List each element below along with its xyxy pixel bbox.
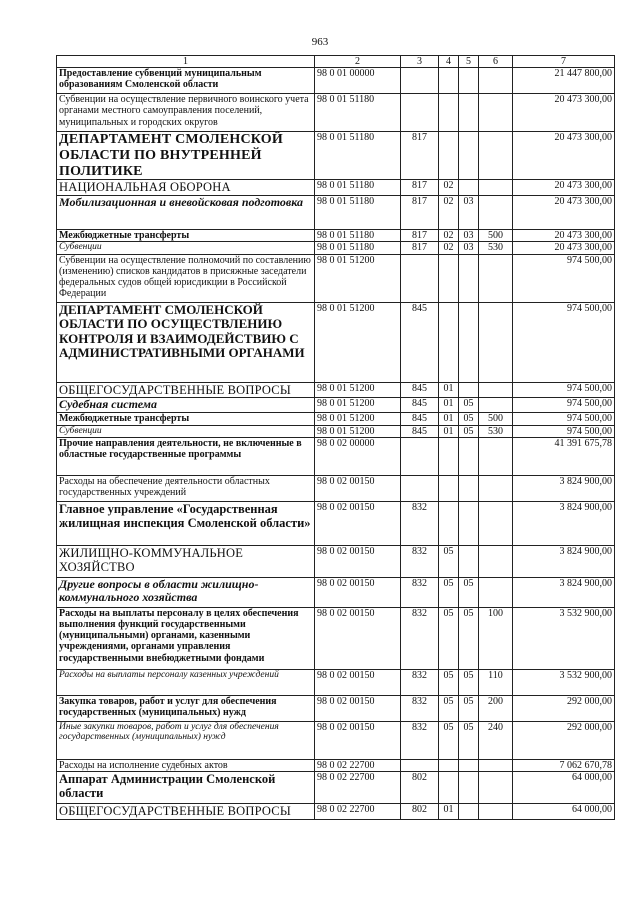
row-col6-cell xyxy=(479,545,513,577)
row-col4-cell: 05 xyxy=(439,545,459,577)
row-col6-cell xyxy=(479,771,513,803)
header-col-3: 3 xyxy=(401,56,439,68)
row-col5-cell xyxy=(459,771,479,803)
row-amount-cell: 7 062 670,78 xyxy=(513,759,615,771)
row-code-cell: 98 0 01 51180 xyxy=(315,230,401,242)
row-col3-cell xyxy=(401,94,439,132)
row-amount-cell: 974 500,00 xyxy=(513,382,615,397)
row-code-cell: 98 0 02 00150 xyxy=(315,475,401,501)
row-col5-cell: 05 xyxy=(459,577,479,607)
row-name-cell: Другие вопросы в области жилищно-коммунального хозяйства xyxy=(57,577,315,607)
row-col5-cell: 05 xyxy=(459,721,479,759)
row-code-cell: 98 0 02 00150 xyxy=(315,501,401,545)
row-amount-cell: 64 000,00 xyxy=(513,803,615,819)
row-name-cell: Межбюджетные трансферты xyxy=(57,230,315,242)
row-col6-cell xyxy=(479,577,513,607)
row-col3-cell xyxy=(401,437,439,475)
row-col4-cell xyxy=(439,501,459,545)
row-col5-cell xyxy=(459,437,479,475)
row-col4-cell xyxy=(439,132,459,180)
table-row xyxy=(57,196,615,230)
row-col6-cell xyxy=(479,382,513,397)
row-col4-cell: 01 xyxy=(439,425,459,437)
row-col5-cell: 03 xyxy=(459,230,479,242)
row-col4-cell xyxy=(439,475,459,501)
row-col3-cell xyxy=(401,759,439,771)
row-col5-cell xyxy=(459,302,479,382)
row-col6-cell: 100 xyxy=(479,607,513,669)
row-amount-cell: 20 473 300,00 xyxy=(513,132,615,180)
header-col-5: 5 xyxy=(459,56,479,68)
header-row xyxy=(57,56,615,68)
row-col5-cell xyxy=(459,94,479,132)
row-name-cell: ОБЩЕГОСУДАРСТВЕННЫЕ ВОПРОСЫ xyxy=(57,382,315,397)
row-amount-cell: 292 000,00 xyxy=(513,695,615,721)
row-col6-cell: 530 xyxy=(479,242,513,254)
table-row xyxy=(57,242,615,254)
row-col6-cell xyxy=(479,397,513,412)
table-row xyxy=(57,382,615,397)
row-amount-cell: 974 500,00 xyxy=(513,397,615,412)
row-code-cell: 98 0 01 51200 xyxy=(315,412,401,425)
row-code-cell: 98 0 02 00150 xyxy=(315,545,401,577)
row-amount-cell: 3 824 900,00 xyxy=(513,475,615,501)
row-col6-cell xyxy=(479,501,513,545)
table-row xyxy=(57,577,615,607)
row-col3-cell: 817 xyxy=(401,196,439,230)
table-row xyxy=(57,695,615,721)
row-amount-cell: 41 391 675,78 xyxy=(513,437,615,475)
row-code-cell: 98 0 01 51180 xyxy=(315,132,401,180)
row-name-cell: ОБЩЕГОСУДАРСТВЕННЫЕ ВОПРОСЫ xyxy=(57,803,315,819)
table-row xyxy=(57,180,615,196)
page-number: 963 xyxy=(311,36,329,48)
row-col4-cell: 05 xyxy=(439,577,459,607)
row-code-cell: 98 0 01 51200 xyxy=(315,302,401,382)
row-col4-cell xyxy=(439,759,459,771)
row-name-cell: Расходы на выплаты персоналу в целях обеспечения выполнения функций государственными (муниципальными) органами, казенными учреждениями, органами управления государственными внебюджетными фондами xyxy=(57,607,315,669)
row-col4-cell xyxy=(439,254,459,302)
row-amount-cell: 3 532 900,00 xyxy=(513,669,615,695)
row-col3-cell: 845 xyxy=(401,302,439,382)
row-col5-cell xyxy=(459,759,479,771)
table-row xyxy=(57,397,615,412)
row-col5-cell xyxy=(459,501,479,545)
row-col4-cell: 05 xyxy=(439,669,459,695)
row-amount-cell: 20 473 300,00 xyxy=(513,242,615,254)
table-row xyxy=(57,254,615,302)
row-col6-cell: 200 xyxy=(479,695,513,721)
row-col5-cell: 05 xyxy=(459,669,479,695)
row-amount-cell: 20 473 300,00 xyxy=(513,230,615,242)
row-col6-cell xyxy=(479,94,513,132)
header-col-1: 1 xyxy=(57,56,315,68)
table-row xyxy=(57,412,615,425)
row-name-cell: Аппарат Администрации Смоленской области xyxy=(57,771,315,803)
row-col6-cell xyxy=(479,180,513,196)
row-col5-cell xyxy=(459,180,479,196)
row-code-cell: 98 0 02 00000 xyxy=(315,437,401,475)
row-col6-cell xyxy=(479,759,513,771)
row-col6-cell xyxy=(479,803,513,819)
table-row xyxy=(57,437,615,475)
row-col5-cell xyxy=(459,132,479,180)
row-col3-cell: 802 xyxy=(401,803,439,819)
row-name-cell: Предоставление субвенций муниципальным образованиям Смоленской области xyxy=(57,68,315,94)
row-col4-cell xyxy=(439,771,459,803)
row-code-cell: 98 0 02 00150 xyxy=(315,721,401,759)
row-code-cell: 98 0 01 51200 xyxy=(315,397,401,412)
row-col3-cell xyxy=(401,68,439,94)
row-col5-cell: 05 xyxy=(459,695,479,721)
table-row xyxy=(57,607,615,669)
row-amount-cell: 3 824 900,00 xyxy=(513,501,615,545)
row-col6-cell xyxy=(479,196,513,230)
row-name-cell: Расходы на исполнение судебных актов xyxy=(57,759,315,771)
row-col6-cell: 110 xyxy=(479,669,513,695)
row-col3-cell: 817 xyxy=(401,180,439,196)
table-row xyxy=(57,759,615,771)
table-row xyxy=(57,803,615,819)
row-name-cell: Расходы на выплаты персоналу казенных учреждений xyxy=(57,669,315,695)
row-col3-cell: 832 xyxy=(401,669,439,695)
row-col4-cell xyxy=(439,68,459,94)
row-col4-cell: 01 xyxy=(439,412,459,425)
row-col4-cell xyxy=(439,94,459,132)
row-col5-cell xyxy=(459,382,479,397)
row-code-cell: 98 0 02 00150 xyxy=(315,577,401,607)
row-col4-cell: 05 xyxy=(439,607,459,669)
row-col4-cell: 05 xyxy=(439,695,459,721)
row-col3-cell: 832 xyxy=(401,721,439,759)
row-name-cell: ДЕПАРТАМЕНТ СМОЛЕНСКОЙ ОБЛАСТИ ПО ОСУЩЕСТВЛЕНИЮ КОНТРОЛЯ И ВЗАИМОДЕЙСТВИЮ С АДМИНИСТРАТИВНЫМИ ОРГАНАМИ xyxy=(57,302,315,382)
row-name-cell: Мобилизационная и вневойсковая подготовка xyxy=(57,196,315,230)
row-col3-cell: 802 xyxy=(401,771,439,803)
row-col5-cell: 05 xyxy=(459,607,479,669)
row-col3-cell: 845 xyxy=(401,397,439,412)
row-col3-cell: 832 xyxy=(401,501,439,545)
header-col-2: 2 xyxy=(315,56,401,68)
row-col6-cell xyxy=(479,475,513,501)
row-amount-cell: 20 473 300,00 xyxy=(513,94,615,132)
row-col3-cell: 817 xyxy=(401,132,439,180)
row-col6-cell: 500 xyxy=(479,230,513,242)
row-code-cell: 98 0 01 51180 xyxy=(315,94,401,132)
table-row xyxy=(57,68,615,94)
row-col5-cell: 03 xyxy=(459,196,479,230)
table-row xyxy=(57,669,615,695)
table-row xyxy=(57,132,615,180)
row-code-cell: 98 0 02 22700 xyxy=(315,803,401,819)
row-col3-cell: 832 xyxy=(401,695,439,721)
row-amount-cell: 3 824 900,00 xyxy=(513,545,615,577)
row-col4-cell: 01 xyxy=(439,397,459,412)
row-name-cell: Иные закупки товаров, работ и услуг для обеспечения государственных (муниципальных) нужд xyxy=(57,721,315,759)
row-col3-cell: 832 xyxy=(401,545,439,577)
row-col4-cell: 02 xyxy=(439,230,459,242)
row-amount-cell: 292 000,00 xyxy=(513,721,615,759)
row-col5-cell xyxy=(459,68,479,94)
header-col-4: 4 xyxy=(439,56,459,68)
budget-table xyxy=(56,55,615,820)
row-col4-cell xyxy=(439,437,459,475)
row-col5-cell xyxy=(459,803,479,819)
row-col4-cell: 05 xyxy=(439,721,459,759)
row-col6-cell xyxy=(479,132,513,180)
row-code-cell: 98 0 01 51180 xyxy=(315,196,401,230)
table-row xyxy=(57,721,615,759)
row-code-cell: 98 0 02 00150 xyxy=(315,669,401,695)
row-code-cell: 98 0 01 51200 xyxy=(315,382,401,397)
row-col6-cell: 530 xyxy=(479,425,513,437)
row-amount-cell: 20 473 300,00 xyxy=(513,180,615,196)
row-amount-cell: 974 500,00 xyxy=(513,254,615,302)
row-code-cell: 98 0 02 22700 xyxy=(315,759,401,771)
row-name-cell: Межбюджетные трансферты xyxy=(57,412,315,425)
row-col6-cell: 240 xyxy=(479,721,513,759)
row-amount-cell: 3 824 900,00 xyxy=(513,577,615,607)
row-code-cell: 98 0 02 22700 xyxy=(315,771,401,803)
row-amount-cell: 21 447 800,00 xyxy=(513,68,615,94)
row-col4-cell: 01 xyxy=(439,382,459,397)
row-amount-cell: 64 000,00 xyxy=(513,771,615,803)
row-code-cell: 98 0 01 00000 xyxy=(315,68,401,94)
row-name-cell: Прочие направления деятельности, не включенные в областные государственные программы xyxy=(57,437,315,475)
row-col6-cell: 500 xyxy=(479,412,513,425)
row-name-cell: Субвенции xyxy=(57,425,315,437)
row-code-cell: 98 0 01 51180 xyxy=(315,180,401,196)
table-row xyxy=(57,425,615,437)
table-row xyxy=(57,475,615,501)
row-amount-cell: 974 500,00 xyxy=(513,412,615,425)
table-row xyxy=(57,230,615,242)
row-name-cell: Закупка товаров, работ и услуг для обеспечения государственных (муниципальных) нужд xyxy=(57,695,315,721)
row-name-cell: Главное управление «Государственная жилищная инспекция Смоленской области» xyxy=(57,501,315,545)
row-name-cell: Субвенции на осуществление полномочий по составлению (изменению) списков кандидатов в присяжные заседатели федеральных судов общей юрисдикции в Российской Федерации xyxy=(57,254,315,302)
row-col3-cell xyxy=(401,254,439,302)
table-row xyxy=(57,545,615,577)
row-amount-cell: 20 473 300,00 xyxy=(513,196,615,230)
row-col5-cell xyxy=(459,254,479,302)
row-code-cell: 98 0 01 51180 xyxy=(315,242,401,254)
row-amount-cell: 974 500,00 xyxy=(513,425,615,437)
row-name-cell: Субвенции на осуществление первичного воинского учета органами местного самоуправления поселений, муниципальных и городских округов xyxy=(57,94,315,132)
row-name-cell: Судебная система xyxy=(57,397,315,412)
row-col5-cell xyxy=(459,475,479,501)
table-row xyxy=(57,302,615,382)
row-col3-cell: 817 xyxy=(401,242,439,254)
row-col3-cell: 845 xyxy=(401,412,439,425)
row-code-cell: 98 0 01 51200 xyxy=(315,254,401,302)
row-col5-cell: 05 xyxy=(459,425,479,437)
row-col6-cell xyxy=(479,254,513,302)
row-col6-cell xyxy=(479,302,513,382)
row-col4-cell xyxy=(439,302,459,382)
row-name-cell: НАЦИОНАЛЬНАЯ ОБОРОНА xyxy=(57,180,315,196)
row-col4-cell: 02 xyxy=(439,242,459,254)
row-col4-cell: 01 xyxy=(439,803,459,819)
table-row xyxy=(57,501,615,545)
row-col3-cell: 832 xyxy=(401,577,439,607)
row-col5-cell: 03 xyxy=(459,242,479,254)
row-col3-cell: 845 xyxy=(401,382,439,397)
row-col5-cell: 05 xyxy=(459,412,479,425)
row-col3-cell: 817 xyxy=(401,230,439,242)
row-name-cell: ЖИЛИЩНО-КОММУНАЛЬНОЕ ХОЗЯЙСТВО xyxy=(57,545,315,577)
table-row xyxy=(57,771,615,803)
header-col-7: 7 xyxy=(513,56,615,68)
row-code-cell: 98 0 01 51200 xyxy=(315,425,401,437)
row-name-cell: Расходы на обеспечение деятельности областных государственных учреждений xyxy=(57,475,315,501)
row-col3-cell xyxy=(401,475,439,501)
row-col6-cell xyxy=(479,437,513,475)
row-amount-cell: 974 500,00 xyxy=(513,302,615,382)
table-row xyxy=(57,94,615,132)
row-code-cell: 98 0 02 00150 xyxy=(315,607,401,669)
row-col6-cell xyxy=(479,68,513,94)
row-col5-cell: 05 xyxy=(459,397,479,412)
row-amount-cell: 3 532 900,00 xyxy=(513,607,615,669)
row-col3-cell: 832 xyxy=(401,607,439,669)
row-col5-cell xyxy=(459,545,479,577)
row-col4-cell: 02 xyxy=(439,180,459,196)
row-col4-cell: 02 xyxy=(439,196,459,230)
row-code-cell: 98 0 02 00150 xyxy=(315,695,401,721)
row-name-cell: Субвенции xyxy=(57,242,315,254)
row-col3-cell: 845 xyxy=(401,425,439,437)
header-col-6: 6 xyxy=(479,56,513,68)
table-body xyxy=(57,68,615,820)
row-name-cell: ДЕПАРТАМЕНТ СМОЛЕНСКОЙ ОБЛАСТИ ПО ВНУТРЕННЕЙ ПОЛИТИКЕ xyxy=(57,132,315,180)
